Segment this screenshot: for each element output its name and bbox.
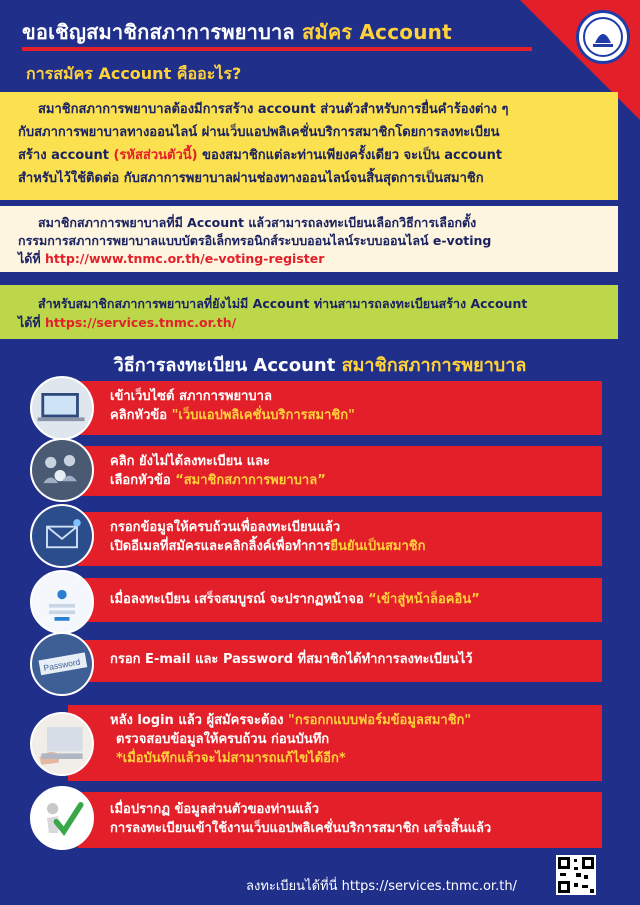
step-text: เมื่อปรากฏ ข้อมูลส่วนตัวของท่านแล้ว (110, 802, 320, 817)
title-underline (22, 47, 532, 51)
evoting-line: ได้ที่ http://www.tnmc.or.th/e-voting-register (18, 251, 325, 266)
step-text: กรอกข้อมูลให้ครบถ้วนเพื่อลงทะเบียนแล้ว (110, 520, 341, 535)
step-text: กรอก E-mail และ Password ที่สมาชิกได้ทำการลงทะเบียนไว้ (110, 652, 473, 667)
services-line: สำหรับสมาชิกสภาการพยาบาลที่ยังไม่มี Account ท่านสามารถลงทะเบียนสร้าง Account (38, 296, 528, 311)
step-text: เข้าเว็บไซต์ สภาการพยาบาล (110, 389, 272, 404)
laptop-icon (30, 376, 94, 440)
step-text: เลือกหัวข้อ “สมาชิกสภาการพยาบาล” (110, 473, 326, 488)
svg-text:Password: Password (42, 656, 81, 673)
people-icon (30, 438, 94, 502)
page-title: ขอเชิญสมาชิกสภาการพยาบาล สมัคร Account (22, 20, 452, 44)
step-5 (78, 640, 602, 682)
services-panel (0, 285, 618, 339)
step-text: เปิดอีเมลที่สมัครและคลิกลิ้งค์เพื่อทำการยืนยันเป็นสมาชิก (110, 539, 426, 554)
step-warning: *เมื่อบันทึกแล้วจะไม่สามารถแก้ไขได้อีก* (116, 751, 346, 766)
intro-line: สมาชิกสภาการพยาบาลต้องมีการสร้าง account ส่วนตัวสำหรับการยื่นคำร้องต่าง ๆ (38, 102, 509, 117)
step-text: หลัง login แล้ว ผู้สมัครจะต้อง "กรอกกแบบฟอร์มข้อมูลสมาชิก" (110, 713, 472, 728)
services-line: ได้ที่ https://services.tnmc.or.th/ (18, 315, 237, 330)
evoting-panel (0, 206, 618, 272)
step-6 (68, 705, 602, 781)
typing-hands-icon (30, 712, 94, 776)
step-3 (78, 512, 602, 566)
footer-register-link[interactable]: ลงทะเบียนได้ที่นี่ https://services.tnmc.or.th/ (246, 879, 517, 894)
section-subtitle: การสมัคร Account คืออะไร? (26, 64, 242, 83)
step-text: การลงทะเบียนเข้าใช้งานเว็บแอปพลิเคชั่นบริการสมาชิก เสร็จสิ้นแล้ว (110, 821, 492, 836)
step-text: คลิกหัวข้อ "เว็บแอปพลิเคชั่นบริการสมาชิก" (110, 408, 355, 423)
evoting-link[interactable]: http://www.tnmc.or.th/e-voting-register (45, 251, 325, 266)
steps-title: วิธีการลงทะเบียน Account สมาชิกสภาการพยาบาล (113, 355, 527, 376)
evoting-line: สมาชิกสภาการพยาบาลที่มี Account แล้วสามารถลงทะเบียนเลือกวิธีการเลือกตั้ง (38, 215, 477, 230)
step-1 (78, 381, 602, 435)
intro-line: กับสภาการพยาบาลทางออนไลน์ ผ่านเว็บแอปพลิเคชั่นบริการสมาชิกโดยการลงทะเบียน (18, 125, 500, 140)
step-text: เมื่อลงทะเบียน เสร็จสมบูรณ์ จะปรากฏหน้าจอ “เข้าสู่หน้าล็อคอิน” (110, 592, 480, 607)
password-icon (30, 632, 94, 696)
services-link[interactable]: https://services.tnmc.or.th/ (45, 315, 237, 330)
nursing-council-logo (576, 10, 630, 64)
intro-line: สร้าง account (รหัสส่วนตัวนี้) ของสมาชิกแต่ละท่านเพียงครั้งเดียว จะเป็น account (18, 148, 503, 163)
email-icon (30, 504, 94, 568)
login-screen-icon (30, 570, 94, 634)
evoting-line: กรรมการสภาการพยาบาลแบบบัตรอิเล็กทรอนิกส์ระบบออนไลน์ระบบออนไลน์ e-voting (18, 233, 492, 248)
step-4 (78, 578, 602, 622)
step-7 (78, 792, 602, 848)
intro-panel (0, 92, 618, 200)
intro-line: สำหรับไว้ใช้ติดต่อ กับสภาการพยาบาลผ่านช่องทางออนไลน์จนสิ้นสุดการเป็นสมาชิก (18, 171, 484, 186)
step-2 (78, 446, 602, 496)
step-text: คลิก ยังไม่ได้ลงทะเบียน และ (110, 454, 271, 469)
step-text: ตรวจสอบข้อมูลให้ครบถ้วน ก่อนบันทึก (116, 732, 330, 747)
qr-code-icon[interactable] (556, 855, 596, 895)
checkmark-icon (30, 786, 94, 850)
